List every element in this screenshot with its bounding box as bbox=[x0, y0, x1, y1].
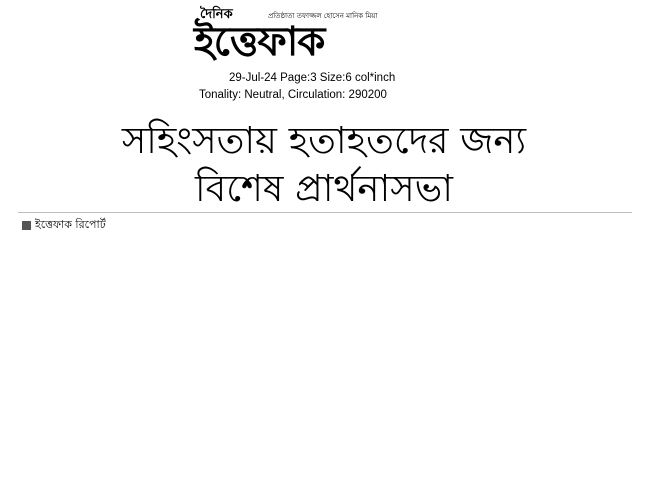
clip-info-line-1: 29-Jul-24 Page:3 Size:6 col*inch bbox=[229, 72, 396, 84]
body-line bbox=[18, 472, 632, 492]
masthead-tagline: প্রতিষ্ঠাতা তফাজ্জল হোসেন মানিক মিয়া bbox=[268, 12, 378, 20]
body-line bbox=[18, 392, 632, 412]
body-line bbox=[18, 254, 632, 274]
divider-rule bbox=[18, 212, 632, 213]
body-line bbox=[18, 432, 632, 452]
body-line bbox=[18, 333, 632, 353]
bullet-square-icon bbox=[22, 221, 31, 230]
headline-line-1: সহিংসতায় হতাহতদের জন্য bbox=[121, 119, 527, 162]
body-line bbox=[18, 313, 632, 333]
reporter-byline bbox=[22, 216, 106, 235]
body-line bbox=[18, 274, 632, 294]
body-line bbox=[18, 373, 632, 393]
headline-line-2: বিশেষ প্রার্থনাসভা bbox=[195, 167, 453, 210]
body-line bbox=[18, 293, 632, 313]
masthead-small-word: দৈনিক bbox=[200, 7, 233, 22]
body-line bbox=[18, 412, 632, 432]
body-line bbox=[18, 234, 632, 254]
body-line bbox=[18, 452, 632, 472]
body-line bbox=[18, 353, 632, 373]
masthead-title: ইত্তেফাক bbox=[194, 19, 325, 65]
reporter-name: ইত্তেফাক রিপোর্ট bbox=[35, 218, 106, 231]
article-body bbox=[18, 234, 632, 491]
clip-info-line-2: Tonality: Neutral, Circulation: 290200 bbox=[199, 89, 387, 101]
newspaper-masthead bbox=[0, 0, 648, 70]
